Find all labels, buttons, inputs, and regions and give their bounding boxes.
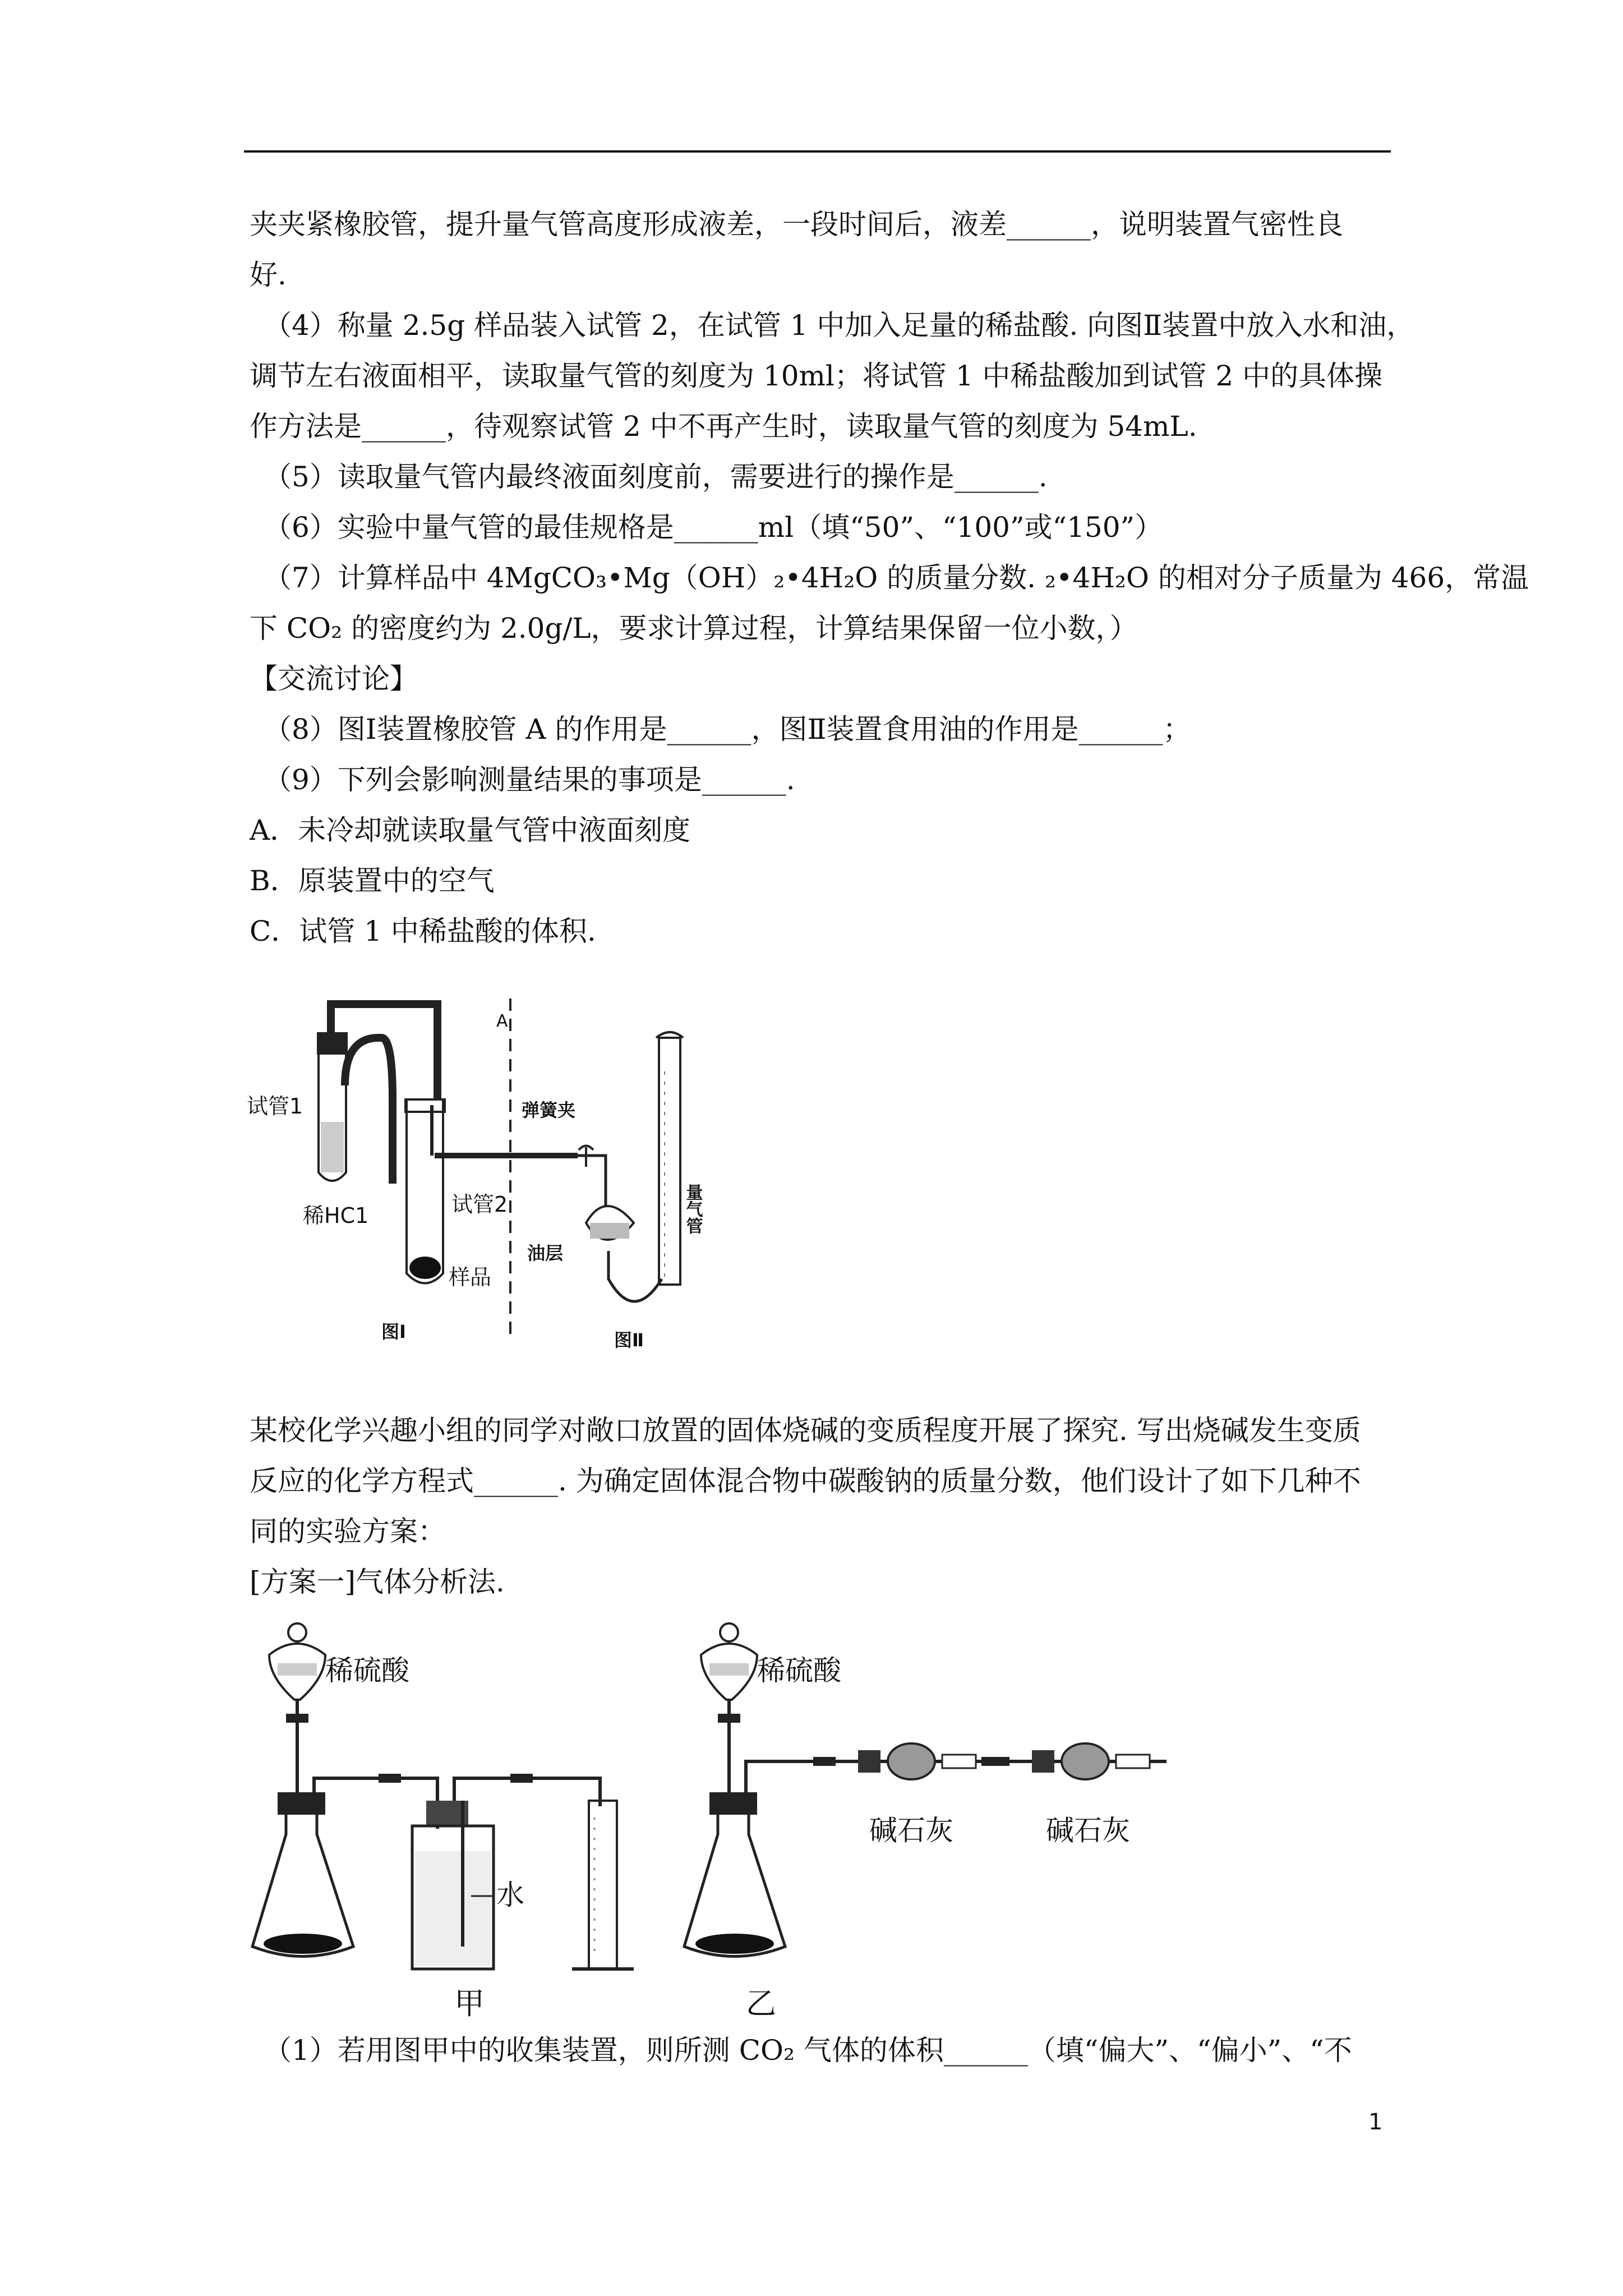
caption-fig1: 图Ⅰ bbox=[381, 1321, 406, 1342]
option-a: A．未冷却就读取量气管中液面刻度 bbox=[250, 814, 691, 846]
apparatus-diagram-2 bbox=[247, 1616, 1211, 2019]
label-tube2: 试管2 bbox=[451, 1192, 508, 1217]
line: [方案一]气体分析法. bbox=[250, 1566, 505, 1598]
option-b: B．原装置中的空气 bbox=[250, 864, 495, 897]
question-block-1 bbox=[250, 199, 1529, 956]
line: 【交流讨论】 bbox=[250, 662, 418, 695]
line: （5）读取量气管内最终液面刻度前，需要进行的操作是______. bbox=[264, 461, 1048, 493]
line: 某校化学兴趣小组的同学对敞口放置的固体烧碱的变质程度开展了探究. 写出烧碱发生变质 bbox=[250, 1414, 1361, 1447]
line: 调节左右液面相平，读取量气管的刻度为 10ml；将试管 1 中稀盐酸加到试管 2 中的具体操 bbox=[250, 360, 1383, 392]
label-a: A bbox=[496, 1011, 508, 1031]
line: （7）计算样品中 4MgCO₃•Mg（OH）₂•4H₂O 的质量分数. ₂•4H₂O 的相对分子质量为 466，常温 bbox=[264, 562, 1529, 594]
figure-gas-apparatus bbox=[247, 987, 712, 1360]
line: 夹夹紧橡胶管，提升量气管高度形成液差，一段时间后，液差______，说明装置气密性良 bbox=[250, 208, 1343, 241]
label-gauge: 量气管 bbox=[683, 1184, 703, 1234]
label-oil: 油层 bbox=[527, 1243, 564, 1264]
apparatus-diagram-1 bbox=[247, 987, 712, 1358]
question-block-3 bbox=[250, 2025, 1399, 2076]
label-clamp: 弹簧夹 bbox=[522, 1099, 576, 1121]
line: 好. bbox=[250, 259, 287, 291]
figure-gas-analysis bbox=[247, 1616, 1211, 2022]
line: （6）实验中量气管的最佳规格是______ml（填“50”、“100”或“150”） bbox=[264, 511, 1163, 544]
label-lime-1: 碱石灰 bbox=[869, 1814, 953, 1847]
label-acid-right: 稀硫酸 bbox=[757, 1654, 841, 1687]
caption-fig2: 图Ⅱ bbox=[614, 1329, 644, 1351]
line: 下 CO₂ 的密度约为 2.0g/L，要求计算过程，计算结果保留一位小数，） bbox=[250, 612, 1138, 645]
line: （4）称量 2.5g 样品装入试管 2，在试管 1 中加入足量的稀盐酸. 向图Ⅱ装置中放入水和油， bbox=[264, 309, 1415, 342]
line: 作方法是______，待观察试管 2 中不再产生时，读取量气管的刻度为 54mL. bbox=[250, 410, 1197, 443]
line: 反应的化学方程式______. 为确定固体混合物中碳酸钠的质量分数，他们设计了如下几种不 bbox=[250, 1465, 1361, 1497]
question-block-2 bbox=[250, 1405, 1399, 1607]
label-tube1: 试管1 bbox=[247, 1094, 303, 1119]
line: （8）图Ⅰ装置橡胶管 A 的作用是______，图Ⅱ装置食用油的作用是______； bbox=[264, 713, 1191, 746]
label-acid-left: 稀硫酸 bbox=[325, 1654, 409, 1687]
caption-jia: 甲 bbox=[454, 1986, 485, 2019]
label-sample: 样品 bbox=[449, 1265, 492, 1290]
label-lime-2: 碱石灰 bbox=[1046, 1814, 1130, 1847]
line: 同的实验方案： bbox=[250, 1515, 446, 1548]
header-rule bbox=[244, 150, 1391, 153]
caption-yi: 乙 bbox=[746, 1986, 776, 2019]
line: （9）下列会影响测量结果的事项是______. bbox=[264, 763, 795, 796]
line: （1）若用图甲中的收集装置，则所测 CO₂ 气体的体积______（填“偏大”、“偏小”、“不 bbox=[264, 2034, 1352, 2067]
label-hcl: 稀HC1 bbox=[303, 1203, 369, 1228]
page-number: 1 bbox=[1368, 2109, 1383, 2135]
option-c: C．试管 1 中稀盐酸的体积. bbox=[250, 915, 596, 947]
label-water: 水 bbox=[496, 1879, 524, 1911]
